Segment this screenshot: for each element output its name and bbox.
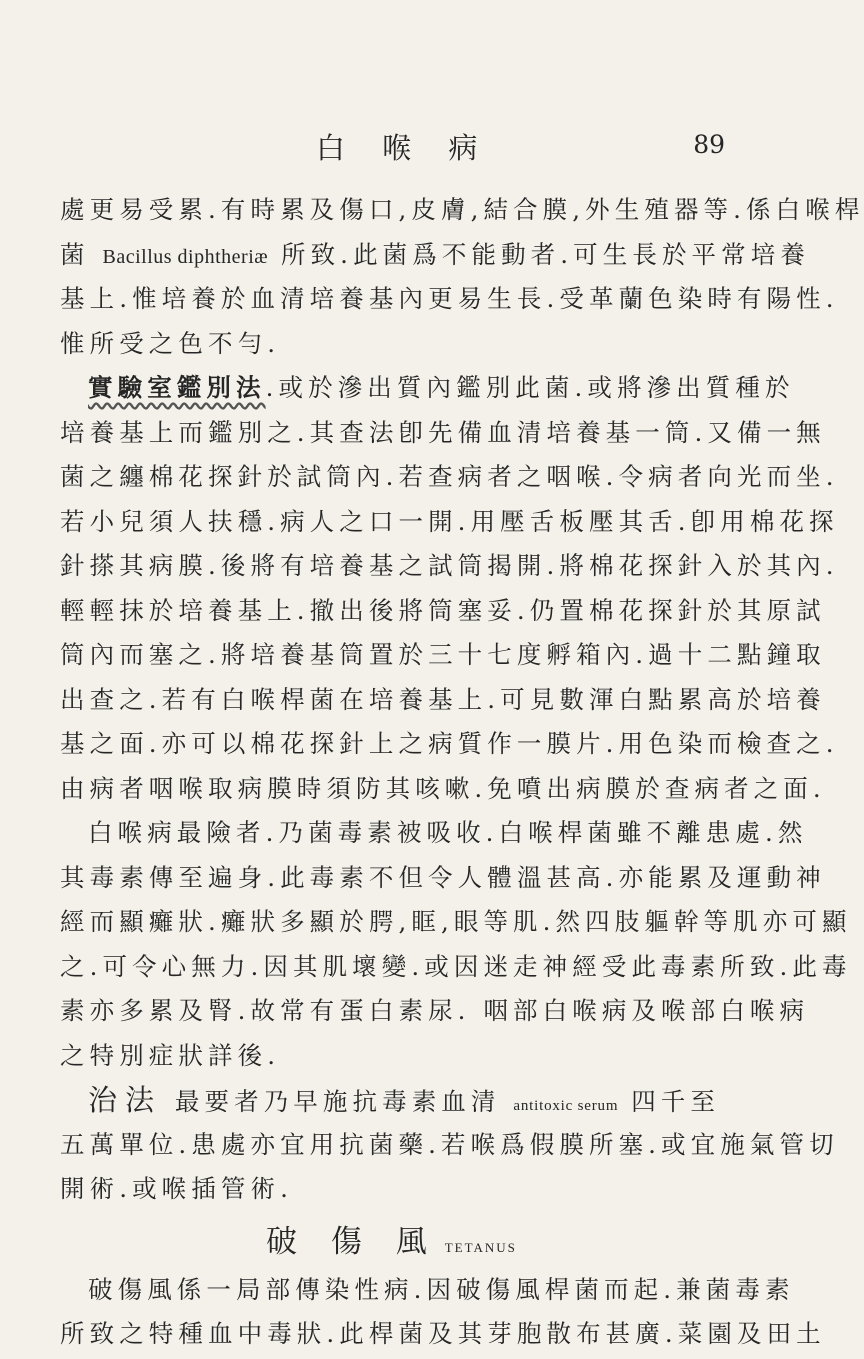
text-line: 開術.或喉插管術. bbox=[60, 1174, 293, 1203]
text-line: 所致之特種血中毒狀.此桿菌及其芽胞散布甚廣.菜園及田土 bbox=[60, 1319, 826, 1348]
text-line: 菌之纏棉花探針於試筒內.若查病者之咽喉.令病者向光而坐. bbox=[60, 462, 839, 491]
text-segment: 菌 bbox=[60, 239, 103, 269]
body-text bbox=[60, 190, 864, 1359]
text-line: 破傷風係一局部傳染性病.因破傷風桿菌而起.兼菌毒素 bbox=[88, 1274, 795, 1304]
text-line: 若小兒須人扶穩.病人之口一開.用壓舌板壓其舌.卽用棉花探 bbox=[60, 506, 839, 536]
section-title-cn: 破 傷 風 bbox=[266, 1223, 439, 1260]
text-line: 出查之.若有白喉桿菌在培養基上.可見數渾白點累高於培養 bbox=[60, 684, 826, 714]
text-line: 基之面.亦可以棉花探針上之病質作一膜片.用色染而檢查之. bbox=[60, 729, 839, 758]
text-line: 由病者咽喉取病膜時須防其咳嗽.免噴出病膜於查病者之面. bbox=[60, 773, 826, 803]
text-line bbox=[60, 235, 810, 280]
text-line: 之特別症狀詳後. bbox=[60, 1040, 281, 1070]
text-line: 之.可令心無力.因其肌壞變.或因迷走神經受此毒素所致.此毒 bbox=[60, 951, 852, 981]
text-line: 白喉病最險者.乃菌毒素被吸收.白喉桿菌雖不離患處.然 bbox=[88, 818, 808, 847]
text-line: 處更易受累.有時累及傷口,皮膚,結合膜,外生殖器等.係白喉桿 bbox=[60, 195, 864, 224]
page-number: 89 bbox=[693, 130, 725, 159]
running-title: 白 喉 病 bbox=[316, 131, 492, 165]
latin-term: antitoxic serum bbox=[513, 1098, 619, 1114]
text-line: 基上.惟培養於血清培養基內更易生長.受革蘭色染時有陽性. bbox=[60, 284, 839, 313]
text-line bbox=[60, 1080, 750, 1125]
text-line: 培養基上而鑑別之.其查法卽先備血清培養基一筒.又備一無 bbox=[60, 417, 826, 447]
page-header bbox=[0, 126, 801, 166]
text-segment: .或於滲出質內鑑別此菌.或將滲出質種於 bbox=[265, 373, 795, 402]
text-segment: 所致.此菌爲不能動者.可生長於平常培養 bbox=[268, 239, 810, 269]
text-line: 經而顯癱狀.癱狀多顯於腭,眶,眼等肌.然四肢軀幹等肌亦可顯 bbox=[60, 907, 852, 936]
text-line: 輕輕抹於培養基上.撤出後將筒塞妥.仍置棉花探針於其原試 bbox=[60, 595, 826, 625]
text-line: 素亦多累及腎.故常有蛋白素尿. 咽部白喉病及喉部白喉病 bbox=[60, 996, 810, 1025]
text-line bbox=[60, 368, 795, 413]
text-line: 五萬單位.患處亦宜用抗菌藥.若喉爲假膜所塞.或宜施氣管切 bbox=[60, 1129, 839, 1159]
text-line: 惟所受之色不勻. bbox=[60, 328, 281, 358]
text-segment: 四千至 bbox=[618, 1087, 720, 1116]
latin-term: Bacillus diphtheriæ bbox=[102, 245, 269, 268]
text-line: 針搽其病膜.後將有培養基之試筒揭開.將棉花探針入於其內. bbox=[60, 551, 839, 580]
text-line: 筒內而塞之.將培養基筒置於三十七度孵箱內.過十二點鐘取 bbox=[60, 640, 826, 669]
text-segment: 最要者乃早施抗毒素血清 bbox=[174, 1087, 514, 1116]
section-title-en: TETANUS bbox=[444, 1239, 517, 1255]
subheading-treatment: 治法 bbox=[88, 1083, 163, 1117]
subheading-lab-diagnosis: 實驗室鑑別法 bbox=[88, 373, 266, 402]
text-line: 其毒素傳至遍身.此毒素不但令人體溫甚高.亦能累及運動神 bbox=[60, 862, 826, 892]
section-title-tetanus bbox=[60, 1214, 750, 1270]
